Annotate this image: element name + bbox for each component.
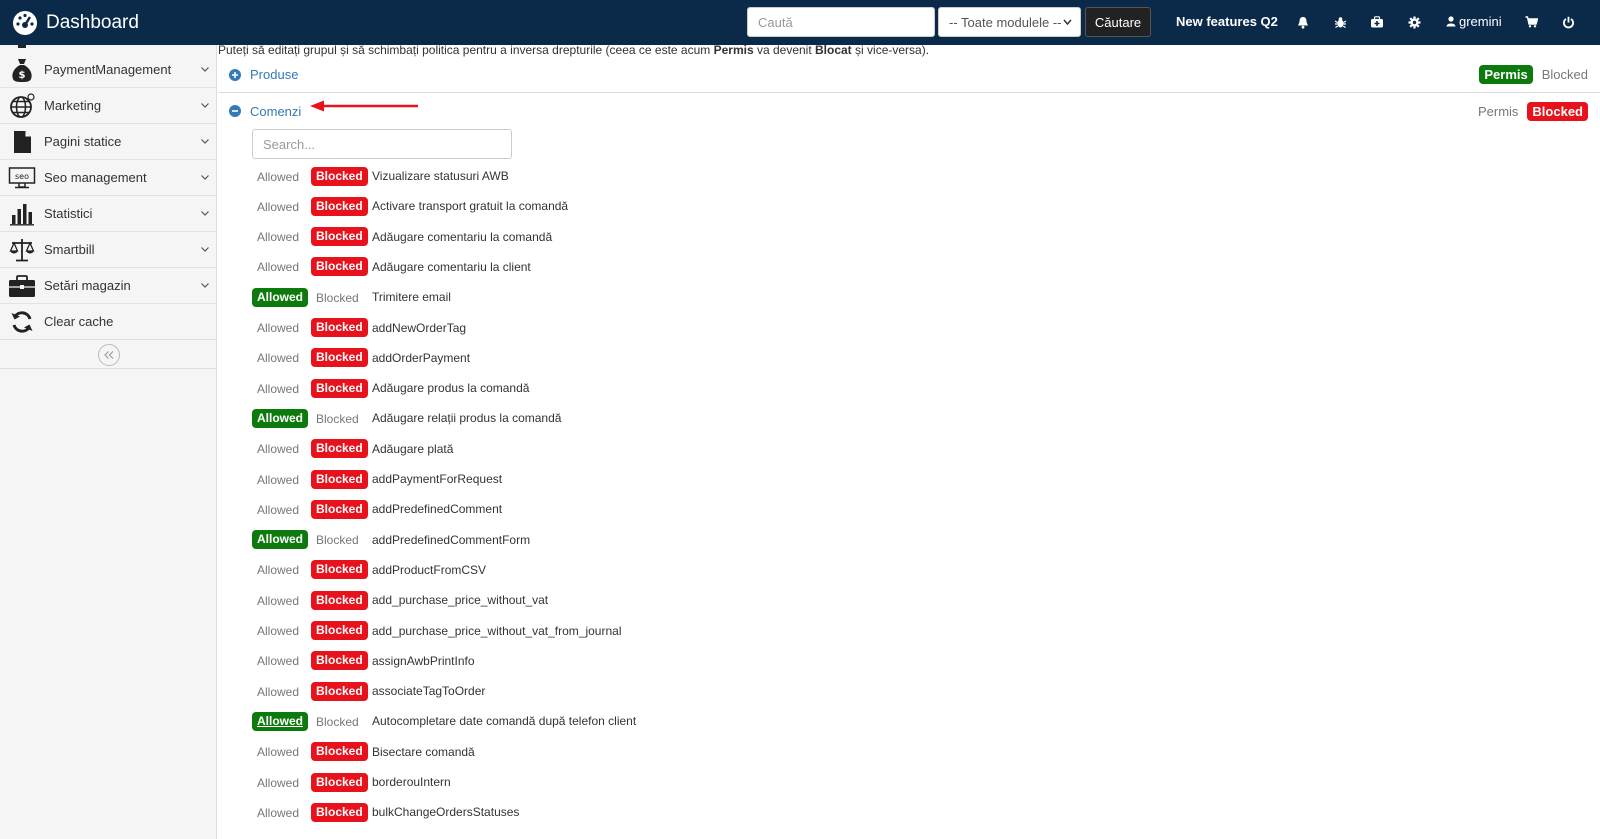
- toolbox-icon: [6, 272, 38, 300]
- permission-row: [252, 710, 636, 732]
- allowed-cell: [252, 530, 311, 549]
- username: gremini: [1459, 14, 1502, 29]
- intro-text-part: Puteți să editați grupul și să schimbați politica pentru a inversa drepturile (ceea ce este acum: [218, 45, 714, 57]
- sidebar-scrolled-item-fragment: [18, 45, 26, 48]
- blocked-badge[interactable]: Blocked: [311, 803, 368, 822]
- allowed-option[interactable]: Allowed: [257, 381, 300, 396]
- intro-permis-word: Permis: [713, 45, 754, 57]
- double-chevron-left-icon: [104, 351, 114, 359]
- allowed-cell: [252, 684, 311, 699]
- allowed-cell: [252, 199, 311, 214]
- allowed-option[interactable]: Allowed: [257, 654, 300, 669]
- blocked-cell: [311, 227, 372, 246]
- plus-circle-icon[interactable]: [229, 69, 241, 81]
- gear-icon[interactable]: [1405, 13, 1423, 31]
- allowed-option[interactable]: Allowed: [257, 593, 300, 608]
- svg-text:seo: seo: [15, 171, 29, 181]
- chevron-down-icon: [201, 139, 209, 144]
- permission-row: [252, 741, 475, 763]
- allowed-option[interactable]: Allowed: [257, 805, 300, 820]
- blocked-badge[interactable]: Blocked: [311, 621, 368, 640]
- permission-name: assignAwbPrintInfo: [372, 653, 475, 668]
- allowed-cell: [252, 441, 311, 456]
- new-features-link[interactable]: New features Q2: [1176, 14, 1278, 29]
- bell-icon[interactable]: [1294, 13, 1312, 31]
- cart-icon[interactable]: [1522, 13, 1540, 31]
- allowed-cell: [252, 775, 311, 790]
- permission-search-input[interactable]: [252, 129, 512, 159]
- blocked-cell: [311, 470, 372, 489]
- chevron-down-icon: [201, 247, 209, 252]
- blocked-badge[interactable]: Blocked: [311, 318, 368, 337]
- allowed-option[interactable]: Allowed: [257, 199, 300, 214]
- permission-row: [252, 559, 486, 581]
- blocked-badge[interactable]: Blocked: [311, 773, 368, 792]
- seo-monitor-icon: [6, 164, 38, 192]
- blocked-cell: [311, 167, 372, 186]
- blocked-badge[interactable]: Blocked: [311, 197, 368, 216]
- sidebar-item-statistics[interactable]: [0, 196, 217, 232]
- permission-name: bulkChangeOrdersStatuses: [372, 805, 520, 820]
- blocked-option[interactable]: Blocked: [316, 290, 359, 305]
- permission-name: Adăugare plată: [372, 441, 454, 456]
- blocked-badge[interactable]: Blocked: [311, 560, 368, 579]
- sidebar-item-label: Marketing: [44, 98, 102, 113]
- allowed-cell: [252, 712, 311, 731]
- sidebar-item-label: Statistici: [44, 206, 93, 221]
- allowed-option[interactable]: Allowed: [257, 260, 300, 275]
- sidebar-item-label: Smartbill: [44, 242, 95, 257]
- allowed-cell: [252, 409, 311, 428]
- permission-row: [252, 801, 519, 823]
- allowed-cell: [252, 593, 311, 608]
- permission-name: Activare transport gratuit la comandă: [372, 199, 569, 214]
- permission-name: Adăugare produs la comandă: [372, 381, 530, 396]
- dashboard-brand[interactable]: [0, 10, 139, 36]
- blocked-badge[interactable]: Blocked: [311, 651, 368, 670]
- bar-chart-icon: [6, 200, 38, 228]
- allowed-option[interactable]: Allowed: [257, 502, 300, 517]
- permission-name: borderouIntern: [372, 775, 451, 789]
- allowed-cell: [252, 320, 311, 335]
- sidebar-item-seo-management[interactable]: [0, 160, 217, 196]
- sidebar-item-clear-cache[interactable]: [0, 304, 217, 340]
- blocked-badge[interactable]: Blocked: [311, 500, 368, 519]
- intro-text: [218, 45, 929, 57]
- group-name-comenzi[interactable]: Comenzi: [250, 103, 302, 119]
- permission-name: Autocompletare date comandă după telefon client: [372, 714, 637, 729]
- group-status: [1478, 102, 1588, 121]
- blocked-cell: [311, 803, 372, 822]
- sidebar-item-marketing[interactable]: [0, 88, 217, 124]
- permission-name: Adăugare comentariu la client: [372, 259, 531, 274]
- allowed-cell: [252, 805, 311, 820]
- blocked-option[interactable]: Blocked: [1541, 67, 1588, 82]
- blocked-badge[interactable]: Blocked: [311, 379, 368, 398]
- blocked-cell: [311, 532, 372, 547]
- sidebar-item-smartbill[interactable]: [0, 232, 217, 268]
- blocked-cell: [311, 500, 372, 519]
- sidebar: [0, 45, 217, 839]
- allowed-option[interactable]: Allowed: [257, 351, 300, 366]
- permission-name: add_purchase_price_without_vat_from_journal: [372, 623, 622, 638]
- permission-row: [252, 195, 568, 217]
- blocked-badge[interactable]: Blocked: [311, 167, 368, 186]
- blocked-cell: [311, 197, 372, 216]
- bug-icon[interactable]: [1331, 13, 1349, 31]
- allowed-option[interactable]: Allowed: [257, 563, 300, 578]
- blocked-cell: [311, 742, 372, 761]
- blocked-cell: [311, 591, 372, 610]
- svg-text:$: $: [18, 69, 26, 81]
- sidebar-item-label: Clear cache: [44, 314, 114, 329]
- allowed-option[interactable]: Allowed: [257, 169, 300, 184]
- sidebar-collapse-button[interactable]: [98, 344, 120, 366]
- sidebar-item-payment-management[interactable]: [0, 52, 217, 88]
- group-row-produse: [218, 57, 1600, 93]
- blocked-badge[interactable]: Blocked: [311, 682, 368, 701]
- permission-name: Adăugare comentariu la comandă: [372, 229, 553, 244]
- minus-circle-icon[interactable]: [229, 105, 241, 117]
- sidebar-item-shop-settings[interactable]: [0, 268, 217, 304]
- permission-row: [252, 226, 552, 248]
- permis-option[interactable]: Permis: [1477, 103, 1519, 119]
- blocked-option[interactable]: Blocked: [316, 533, 359, 548]
- refresh-icon: [6, 308, 38, 336]
- allowed-cell: [252, 653, 311, 668]
- chevron-down-icon: [201, 283, 209, 288]
- annotation-arrow-icon: [310, 100, 420, 112]
- blocked-badge[interactable]: Blocked: [311, 348, 368, 367]
- blocked-badge[interactable]: Blocked: [311, 439, 368, 458]
- permission-name: associateTagToOrder: [372, 684, 486, 699]
- dashboard-title: Dashboard: [46, 11, 139, 33]
- permission-name: Adăugare relații produs la comandă: [372, 411, 562, 426]
- permission-row: [252, 377, 529, 399]
- allowed-cell: [252, 562, 311, 577]
- permission-row: [252, 650, 475, 672]
- search-button[interactable]: Căutare: [1085, 7, 1151, 37]
- blocked-badge[interactable]: Blocked: [311, 227, 368, 246]
- blocked-cell: [311, 379, 372, 398]
- user-menu[interactable]: [1446, 14, 1502, 29]
- group-name-produse[interactable]: Produse: [250, 67, 299, 82]
- permission-row: [252, 468, 502, 490]
- allowed-cell: [252, 744, 311, 759]
- permission-name: add_purchase_price_without_vat: [372, 593, 549, 608]
- sidebar-collapse-bar: [0, 341, 217, 369]
- allowed-cell: [252, 229, 311, 244]
- sidebar-item-static-pages[interactable]: [0, 124, 217, 160]
- medkit-icon[interactable]: [1368, 13, 1386, 31]
- module-select[interactable]: [938, 7, 1081, 37]
- permission-row: [252, 407, 561, 429]
- blocked-badge[interactable]: Blocked: [311, 257, 368, 276]
- allowed-cell: [252, 288, 311, 307]
- chevron-down-icon: [201, 211, 209, 216]
- module-select-value: -- Toate modulele --: [949, 14, 1062, 30]
- group-row-comenzi: [218, 93, 1600, 129]
- allowed-cell: [252, 472, 311, 487]
- blocked-cell: [311, 348, 372, 367]
- allowed-cell: [252, 350, 311, 365]
- permission-row: [252, 498, 502, 520]
- allowed-badge[interactable]: Allowed: [252, 530, 308, 549]
- blocked-cell: [311, 560, 372, 579]
- sidebar-item-label: Setări magazin: [44, 278, 131, 293]
- allowed-option[interactable]: Allowed: [257, 321, 300, 335]
- sidebar-item-label: Pagini statice: [44, 134, 122, 149]
- blocked-option[interactable]: Blocked: [316, 714, 359, 729]
- blocked-badge[interactable]: Blocked: [1527, 102, 1588, 121]
- permission-row: [252, 620, 622, 642]
- intro-text-part: și vice-versa).: [851, 45, 930, 57]
- chevron-down-icon: [1063, 19, 1072, 25]
- blocked-cell: [311, 621, 372, 640]
- blocked-badge[interactable]: Blocked: [311, 742, 368, 761]
- blocked-badge[interactable]: Blocked: [311, 470, 368, 489]
- blocked-badge[interactable]: Blocked: [311, 591, 368, 610]
- blocked-cell: [311, 257, 372, 276]
- permission-row: [252, 529, 530, 551]
- money-bag-icon: [6, 56, 38, 84]
- permission-row: [252, 256, 531, 278]
- permission-name: Vizualizare statusuri AWB: [372, 169, 509, 183]
- permission-row: [252, 286, 451, 308]
- power-icon[interactable]: [1559, 13, 1577, 31]
- sidebar-item-label: PaymentManagement: [44, 62, 172, 77]
- blocked-cell: [311, 290, 372, 305]
- sidebar-item-label: Seo management: [44, 170, 147, 185]
- file-icon: [6, 128, 38, 156]
- permission-row: [252, 438, 453, 460]
- allowed-option[interactable]: Allowed: [257, 624, 300, 638]
- blocked-cell: [311, 318, 372, 337]
- blocked-cell: [311, 651, 372, 670]
- user-icon: [1446, 16, 1456, 27]
- blocked-cell: [311, 773, 372, 792]
- global-search-input[interactable]: [747, 7, 935, 37]
- globe-icon: [6, 92, 38, 120]
- intro-blocat-word: Blocat: [815, 45, 852, 57]
- permission-row: [252, 771, 451, 793]
- permission-name: addPaymentForRequest: [372, 472, 503, 486]
- allowed-option[interactable]: Allowed: [257, 745, 300, 760]
- allowed-badge[interactable]: Allowed: [252, 712, 308, 731]
- permission-row: [252, 165, 509, 187]
- permission-name: addPredefinedComment: [372, 502, 503, 517]
- intro-text-part: va devenit: [753, 45, 815, 57]
- allowed-badge[interactable]: Allowed: [252, 409, 308, 428]
- chevron-down-icon: [201, 67, 209, 72]
- group-status: [1479, 65, 1588, 84]
- allowed-option[interactable]: Allowed: [257, 230, 300, 245]
- permission-name: addOrderPayment: [372, 350, 471, 365]
- blocked-cell: [311, 411, 372, 426]
- blocked-option[interactable]: Blocked: [316, 411, 359, 426]
- allowed-option[interactable]: Allowed: [257, 442, 300, 457]
- permission-name: Trimitere email: [372, 290, 451, 305]
- allowed-cell: [252, 502, 311, 517]
- blocked-cell: [311, 682, 372, 701]
- blocked-cell: [311, 714, 372, 729]
- permission-name: addPredefinedCommentForm: [372, 532, 531, 547]
- permission-row: [252, 680, 485, 702]
- chevron-down-icon: [201, 175, 209, 180]
- permission-row: [252, 317, 466, 339]
- allowed-cell: [252, 381, 311, 396]
- main-content: [218, 45, 1600, 839]
- permission-name: Bisectare comandă: [372, 744, 475, 759]
- permission-name: addNewOrderTag: [372, 320, 467, 335]
- allowed-cell: [252, 169, 311, 184]
- top-navbar: [0, 0, 1600, 45]
- allowed-option[interactable]: Allowed: [257, 472, 300, 487]
- allowed-cell: [252, 259, 311, 274]
- dashboard-gauge-icon: [12, 10, 38, 36]
- allowed-cell: [252, 623, 311, 638]
- permission-name: addProductFromCSV: [372, 562, 487, 577]
- chevron-down-icon: [201, 103, 209, 108]
- allowed-option[interactable]: Allowed: [257, 775, 300, 790]
- permis-badge[interactable]: Permis: [1479, 65, 1532, 84]
- blocked-cell: [311, 439, 372, 458]
- permission-row: [252, 347, 470, 369]
- permission-row: [252, 589, 548, 611]
- balance-scale-icon: [6, 236, 38, 264]
- allowed-option[interactable]: Allowed: [257, 684, 300, 699]
- allowed-badge[interactable]: Allowed: [252, 288, 308, 307]
